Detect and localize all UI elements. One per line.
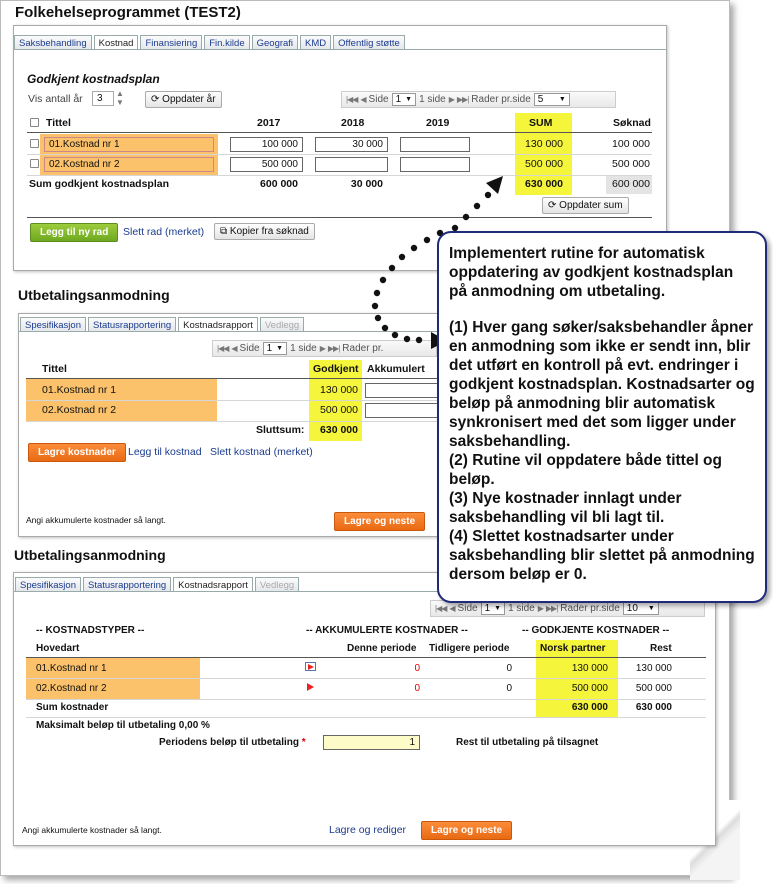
copy-icon: ⧉: [220, 226, 228, 237]
header-sum: SUM: [529, 117, 553, 129]
mid-section-title: Utbetalingsanmodning: [18, 287, 170, 303]
group-header-godkjente: -- GODKJENTE KOSTNADER --: [522, 625, 670, 636]
row-title: 02.Kostnad nr 2: [42, 404, 117, 416]
slett-rad-link[interactable]: Slett rad (merket): [123, 226, 205, 238]
page-select[interactable]: 1 ▼: [392, 93, 417, 106]
note-text: Angi akkumulerte kostnader så langt.: [26, 515, 166, 525]
required-marker: *: [299, 737, 306, 748]
dropdown-icon: ▼: [494, 605, 502, 612]
maks-belop-label: Maksimalt beløp til utbetaling 0,00 %: [36, 720, 210, 731]
row-godkjent: 130 000: [320, 384, 358, 396]
header-soknad: Søknad: [613, 117, 651, 129]
tab-vedlegg: Vedlegg: [255, 577, 299, 592]
row-denne: 0: [414, 663, 420, 674]
callout-point-2: (2) Rutine vil oppdatere både tittel og beløp.: [449, 452, 722, 488]
row-sum: 130 000: [525, 138, 563, 150]
header-title: Tittel: [42, 363, 67, 375]
prev-page-icon[interactable]: ◀: [231, 344, 237, 353]
slett-kostnad-link[interactable]: Slett kostnad (merket): [210, 446, 313, 458]
vis-antall-label: Vis antall år: [28, 93, 83, 105]
first-page-icon[interactable]: |◀◀: [217, 344, 229, 353]
rest-til-utbetaling-label: Rest til utbetaling på tilsagnet: [456, 737, 599, 748]
row-soknad: 500 000: [612, 158, 650, 170]
row-title-input[interactable]: 01.Kostnad nr 1: [44, 137, 214, 152]
kopier-fra-soknad-button[interactable]: ⧉ Kopier fra søknad: [214, 223, 315, 240]
periode-belop-input[interactable]: 1: [323, 735, 420, 750]
group-header-types: -- KOSTNADSTYPER --: [36, 625, 145, 636]
prev-page-icon[interactable]: ◀: [449, 604, 455, 613]
next-page-icon[interactable]: ▶: [448, 95, 454, 104]
refresh-icon: ⟳: [151, 94, 160, 105]
header-2017: 2017: [257, 117, 281, 129]
bottom-section-title: Utbetalingsanmodning: [14, 547, 166, 563]
group-header-akkumulerte: -- AKKUMULERTE KOSTNADER --: [306, 625, 468, 636]
note-text: Angi akkumulerte kostnader så langt.: [22, 825, 162, 835]
prev-page-icon[interactable]: ◀: [360, 95, 366, 104]
header-rest: Rest: [650, 643, 672, 654]
sum-soknad: 600 000: [612, 178, 650, 190]
rows-select[interactable]: 5 ▼: [534, 93, 570, 106]
row-title: 02.Kostnad nr 2: [36, 683, 107, 694]
row-denne: 0: [414, 683, 420, 694]
first-page-icon[interactable]: |◀◀: [346, 95, 358, 104]
last-page-icon[interactable]: ▶▶|: [327, 344, 340, 353]
last-page-icon[interactable]: ▶▶|: [456, 95, 469, 104]
side-label: Side: [368, 94, 389, 105]
row-godkjent: 500 000: [320, 404, 358, 416]
mid-pager: |◀◀ ◀ Side 1 ▼ 1 side ▶ ▶▶| Rader pr.: [212, 340, 437, 357]
first-page-icon[interactable]: |◀◀: [435, 604, 447, 613]
lagre-og-neste-button[interactable]: Lagre og neste: [334, 512, 425, 531]
row-title-input[interactable]: 02.Kostnad nr 2: [44, 157, 214, 172]
row-2017-input[interactable]: 500 000: [230, 157, 303, 172]
vis-antall-input[interactable]: 3: [92, 91, 114, 106]
section-title-kostnadsplan: Godkjent kostnadsplan: [27, 72, 160, 86]
callout-point-3: (3) Nye kostnader innlagt under saksbehandling vil bli lagt til.: [449, 490, 682, 526]
legg-til-rad-button[interactable]: Legg til ny rad: [30, 223, 118, 242]
row-norsk-partner: 130 000: [571, 663, 608, 674]
tab-statusrapportering[interactable]: Statusrapportering: [88, 317, 176, 332]
periode-belop-label: Periodens beløp til utbetaling *: [159, 737, 306, 748]
callout-point-1: (1) Hver gang søker/saksbehandler åpner en anmodning som ikke er sendt inn, blir det utført en kontroll på evt. endringer i godkjent kostnadsplan. Kostnadsarter og beløp på anmodning blir automatisk synkronisert med det som ligger under saksbehandling.: [449, 319, 755, 450]
oppdater-sum-button[interactable]: ⟳ Oppdater sum: [542, 197, 629, 214]
oppdater-ar-label: Oppdater år: [162, 94, 216, 105]
legg-til-kostnad-link[interactable]: Legg til kostnad: [128, 446, 202, 458]
page-select[interactable]: 1 ▼: [263, 342, 288, 355]
tab-statusrapportering[interactable]: Statusrapportering: [83, 577, 171, 592]
row-norsk-partner: 500 000: [571, 683, 608, 694]
tab-finansiering[interactable]: Finansiering: [140, 35, 202, 50]
next-page-icon[interactable]: ▶: [319, 344, 325, 353]
header-title: Tittel: [46, 117, 71, 129]
rows-label: Rader pr.side: [471, 94, 531, 105]
sum-2018: 30 000: [350, 178, 383, 190]
tab-vedlegg: Vedlegg: [260, 317, 304, 332]
tab-kostnad[interactable]: Kostnad: [94, 35, 139, 50]
sum-kostnader-label: Sum kostnader: [36, 702, 109, 713]
row-sum: 500 000: [525, 158, 563, 170]
sluttsum-value: 630 000: [320, 424, 358, 436]
tab-kmd[interactable]: KMD: [300, 35, 331, 50]
tab-geografi[interactable]: Geografi: [252, 35, 298, 50]
sum-rest: 630 000: [635, 702, 672, 713]
header-tidligere: Tidligere periode: [429, 643, 510, 654]
next-page-icon[interactable]: ▶: [537, 604, 543, 613]
sum-label: Sum godkjent kostnadsplan: [29, 178, 170, 190]
spinner-icon[interactable]: ▲ ▼: [116, 89, 124, 107]
sum-2017: 600 000: [260, 178, 298, 190]
tab-fin-kilde[interactable]: Fin.kilde: [204, 35, 249, 50]
row-2017-input[interactable]: 100 000: [230, 137, 303, 152]
dropdown-icon: ▼: [558, 96, 566, 103]
dropdown-icon: ▼: [647, 605, 655, 612]
last-page-icon[interactable]: ▶▶|: [545, 604, 558, 613]
lagre-og-neste-button[interactable]: Lagre og neste: [421, 821, 512, 840]
row-tidligere: 0: [506, 683, 512, 694]
page-select[interactable]: 1 ▼: [481, 602, 506, 615]
explanation-callout: [437, 231, 767, 603]
header-2019: 2019: [426, 117, 450, 129]
lagre-og-rediger-link[interactable]: Lagre og rediger: [329, 824, 407, 836]
dropdown-icon: ▼: [405, 96, 413, 103]
row-rest: 130 000: [635, 663, 672, 674]
sum-norsk-partner: 630 000: [571, 702, 608, 713]
header-norsk-partner: Norsk partner: [540, 643, 606, 654]
row-2018-input[interactable]: 30 000: [315, 137, 388, 152]
page-title: Folkehelseprogrammet (TEST2): [15, 4, 241, 21]
tab-saksbehandling[interactable]: Saksbehandling: [14, 35, 92, 50]
header-godkjent: Godkjent: [313, 363, 359, 375]
tab-spesifikasjon[interactable]: Spesifikasjon: [15, 577, 81, 592]
lagre-kostnader-button[interactable]: Lagre kostnader: [28, 443, 126, 462]
rows-select[interactable]: 10 ▼: [623, 602, 659, 615]
sluttsum-label: Sluttsum:: [256, 424, 305, 436]
sum-total: 630 000: [525, 178, 563, 190]
dropdown-icon: ▼: [276, 345, 284, 352]
page-count: 1 side: [419, 94, 446, 105]
tab-kostnadsrapport[interactable]: Kostnadsrapport: [173, 577, 253, 592]
header-akkumulert: Akkumulert: [367, 363, 425, 375]
bottom-pager: |◀◀ ◀ Side 1 ▼ 1 side ▶ ▶▶| Rader pr.side 10 ▼: [430, 600, 705, 617]
tab-offentlig-stotte[interactable]: Offentlig støtte: [333, 35, 405, 50]
callout-point-4: (4) Slettet kostnadsarter under saksbehandling blir slettet på anmodning dersom beløp er 0.: [449, 528, 755, 583]
header-2018: 2018: [341, 117, 365, 129]
header-hovedart: Hovedart: [36, 643, 80, 654]
row-title: 01.Kostnad nr 1: [36, 663, 107, 674]
tab-kostnadsrapport[interactable]: Kostnadsrapport: [178, 317, 258, 332]
row-title: 01.Kostnad nr 1: [42, 384, 117, 396]
row-rest: 500 000: [635, 683, 672, 694]
refresh-icon: ⟳: [548, 200, 557, 211]
tab-spesifikasjon[interactable]: Spesifikasjon: [20, 317, 86, 332]
row-soknad: 100 000: [612, 138, 650, 150]
header-denne: Denne periode: [347, 643, 417, 654]
row-tidligere: 0: [506, 663, 512, 674]
callout-intro: Implementert rutine for automatisk oppdatering av godkjent kostnadsplan på anmodning om utbetaling.: [449, 245, 734, 300]
